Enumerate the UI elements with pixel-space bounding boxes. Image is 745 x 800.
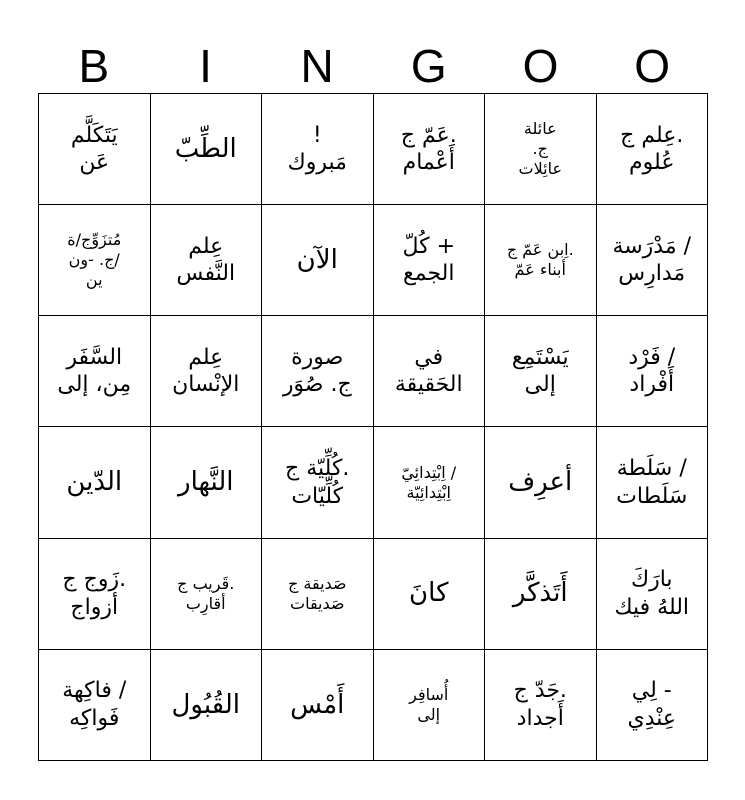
cell-text: مُتزَوِّج/ة	[67, 230, 122, 250]
cell-text: اِبْتِدائِيّة	[406, 482, 451, 502]
cell-text: يَتَكَلَّم	[70, 122, 118, 148]
cell-text: أَتَذكَّر	[512, 578, 568, 609]
bingo-cell[interactable]	[39, 94, 151, 205]
cell-text: كُلِّيّات	[291, 483, 344, 509]
cell-text: + كُلّ	[402, 233, 456, 259]
cell-text: / فَرْد	[628, 344, 676, 370]
cell-text: القُبُول	[171, 689, 240, 720]
cell-text: ين	[85, 270, 103, 290]
cell-text: ج. صُوَر	[282, 372, 352, 398]
bingo-cell[interactable]	[39, 539, 151, 650]
cell-text: اللهُ فيك	[614, 594, 690, 620]
cell-text: .عِلم ج	[620, 122, 684, 148]
cell-text: أبناء عَمّ	[514, 260, 566, 280]
bingo-cell[interactable]	[485, 650, 597, 761]
cell-text: أَمْس	[290, 689, 345, 720]
cell-text: الآن	[296, 244, 338, 275]
cell-text: !	[312, 122, 322, 148]
cell-text: أَعْمام	[402, 150, 455, 176]
cell-text: الجمع	[403, 261, 455, 287]
cell-text: / مَدْرَسة	[612, 233, 692, 259]
cell-text: يَسْتَمِع	[511, 344, 569, 370]
cell-text: مَبروك	[287, 150, 347, 176]
header-letter: B	[78, 40, 110, 92]
bingo-cell[interactable]	[597, 316, 709, 427]
bingo-cell[interactable]	[151, 539, 263, 650]
cell-text: صَديقة ج	[287, 573, 347, 593]
bingo-cell[interactable]	[374, 650, 486, 761]
bingo-cell[interactable]	[597, 205, 709, 316]
bingo-cell[interactable]	[151, 650, 263, 761]
cell-text: أعرِف	[508, 467, 573, 498]
bingo-cell[interactable]	[485, 539, 597, 650]
header-letter: O	[634, 40, 671, 92]
cell-text: عَن	[79, 150, 110, 176]
cell-text: أَفْراد	[629, 372, 675, 398]
header-letter: I	[199, 40, 212, 92]
cell-text: أَجداد	[516, 705, 564, 731]
bingo-cell[interactable]	[374, 539, 486, 650]
bingo-cell[interactable]	[485, 427, 597, 538]
bingo-cell[interactable]	[262, 205, 374, 316]
header-letter: O	[522, 40, 559, 92]
cell-text: .جَدّ ج	[513, 678, 567, 704]
cell-text: .قَريب ج	[177, 573, 235, 593]
cell-text: .زَوج ج	[62, 567, 127, 593]
cell-text: عائلة	[523, 119, 557, 139]
bingo-cell[interactable]	[39, 427, 151, 538]
cell-text: / اِبْتِدائِيّ	[401, 462, 457, 482]
cell-text: في	[414, 344, 444, 370]
bingo-cell[interactable]	[597, 427, 709, 538]
cell-text: عِلم	[188, 233, 224, 259]
bingo-cell[interactable]	[374, 316, 486, 427]
header-letter: G	[410, 40, 447, 92]
cell-text: الحَقيقة	[394, 372, 463, 398]
bingo-cell[interactable]	[39, 316, 151, 427]
cell-text: أقارِب	[185, 593, 226, 613]
cell-text: إلى	[524, 372, 556, 398]
bingo-cell[interactable]	[485, 316, 597, 427]
cell-text: عُلوم	[629, 150, 675, 176]
cell-text: صَديقات	[290, 593, 345, 613]
cell-text: .اِبن عَمّ ج	[506, 240, 574, 260]
cell-text: .عَمّ ج	[400, 122, 457, 148]
cell-text: صورة	[291, 344, 344, 370]
cell-text: بارَكَ	[630, 567, 673, 593]
bingo-cell[interactable]	[374, 427, 486, 538]
bingo-grid	[38, 93, 708, 761]
bingo-cell[interactable]	[151, 94, 263, 205]
cell-text: مِن، إلى	[57, 372, 132, 398]
bingo-cell[interactable]	[262, 94, 374, 205]
bingo-cell[interactable]	[597, 650, 709, 761]
cell-text: .كُلِّيّة ج	[285, 456, 350, 482]
bingo-cell[interactable]	[485, 205, 597, 316]
bingo-cell[interactable]	[151, 427, 263, 538]
cell-text: عائِلات	[518, 159, 562, 179]
cell-text: الطِّبّ	[174, 133, 237, 164]
bingo-cell[interactable]	[597, 539, 709, 650]
cell-text: إلى	[417, 704, 441, 724]
cell-text: /ج. -ون	[68, 250, 120, 270]
bingo-cell[interactable]	[39, 650, 151, 761]
bingo-cell[interactable]	[262, 539, 374, 650]
bingo-cell[interactable]	[151, 205, 263, 316]
cell-text: عِلم	[188, 344, 224, 370]
cell-text: - لِي	[631, 678, 672, 704]
bingo-cell[interactable]	[262, 316, 374, 427]
bingo-cell[interactable]	[39, 205, 151, 316]
cell-text: سَلَطات	[616, 483, 688, 509]
header-letter: N	[300, 40, 334, 92]
bingo-cell[interactable]	[597, 94, 709, 205]
cell-text: عِنْدِي	[627, 705, 677, 731]
cell-text: كانَ	[409, 578, 449, 609]
bingo-cell[interactable]	[262, 650, 374, 761]
cell-text: أزواج	[70, 594, 119, 620]
cell-text: النَّفس	[176, 261, 236, 287]
cell-text: / فاكِهة	[62, 678, 127, 704]
bingo-cell[interactable]	[485, 94, 597, 205]
bingo-cell[interactable]	[374, 94, 486, 205]
cell-text: ج.	[532, 139, 548, 159]
bingo-header	[38, 38, 708, 94]
cell-text: السَّفَر	[66, 344, 123, 370]
cell-text: أُسافِر	[409, 684, 449, 704]
cell-text: فَواكِه	[69, 705, 120, 731]
cell-text: الإنْسان	[172, 372, 240, 398]
bingo-cell[interactable]	[151, 316, 263, 427]
cell-text: الدّين	[66, 467, 123, 498]
bingo-cell[interactable]	[262, 427, 374, 538]
cell-text: النَّهار	[178, 467, 234, 498]
cell-text: / سَلَطة	[616, 456, 687, 482]
bingo-cell[interactable]	[374, 205, 486, 316]
cell-text: مَدارِس	[618, 261, 686, 287]
